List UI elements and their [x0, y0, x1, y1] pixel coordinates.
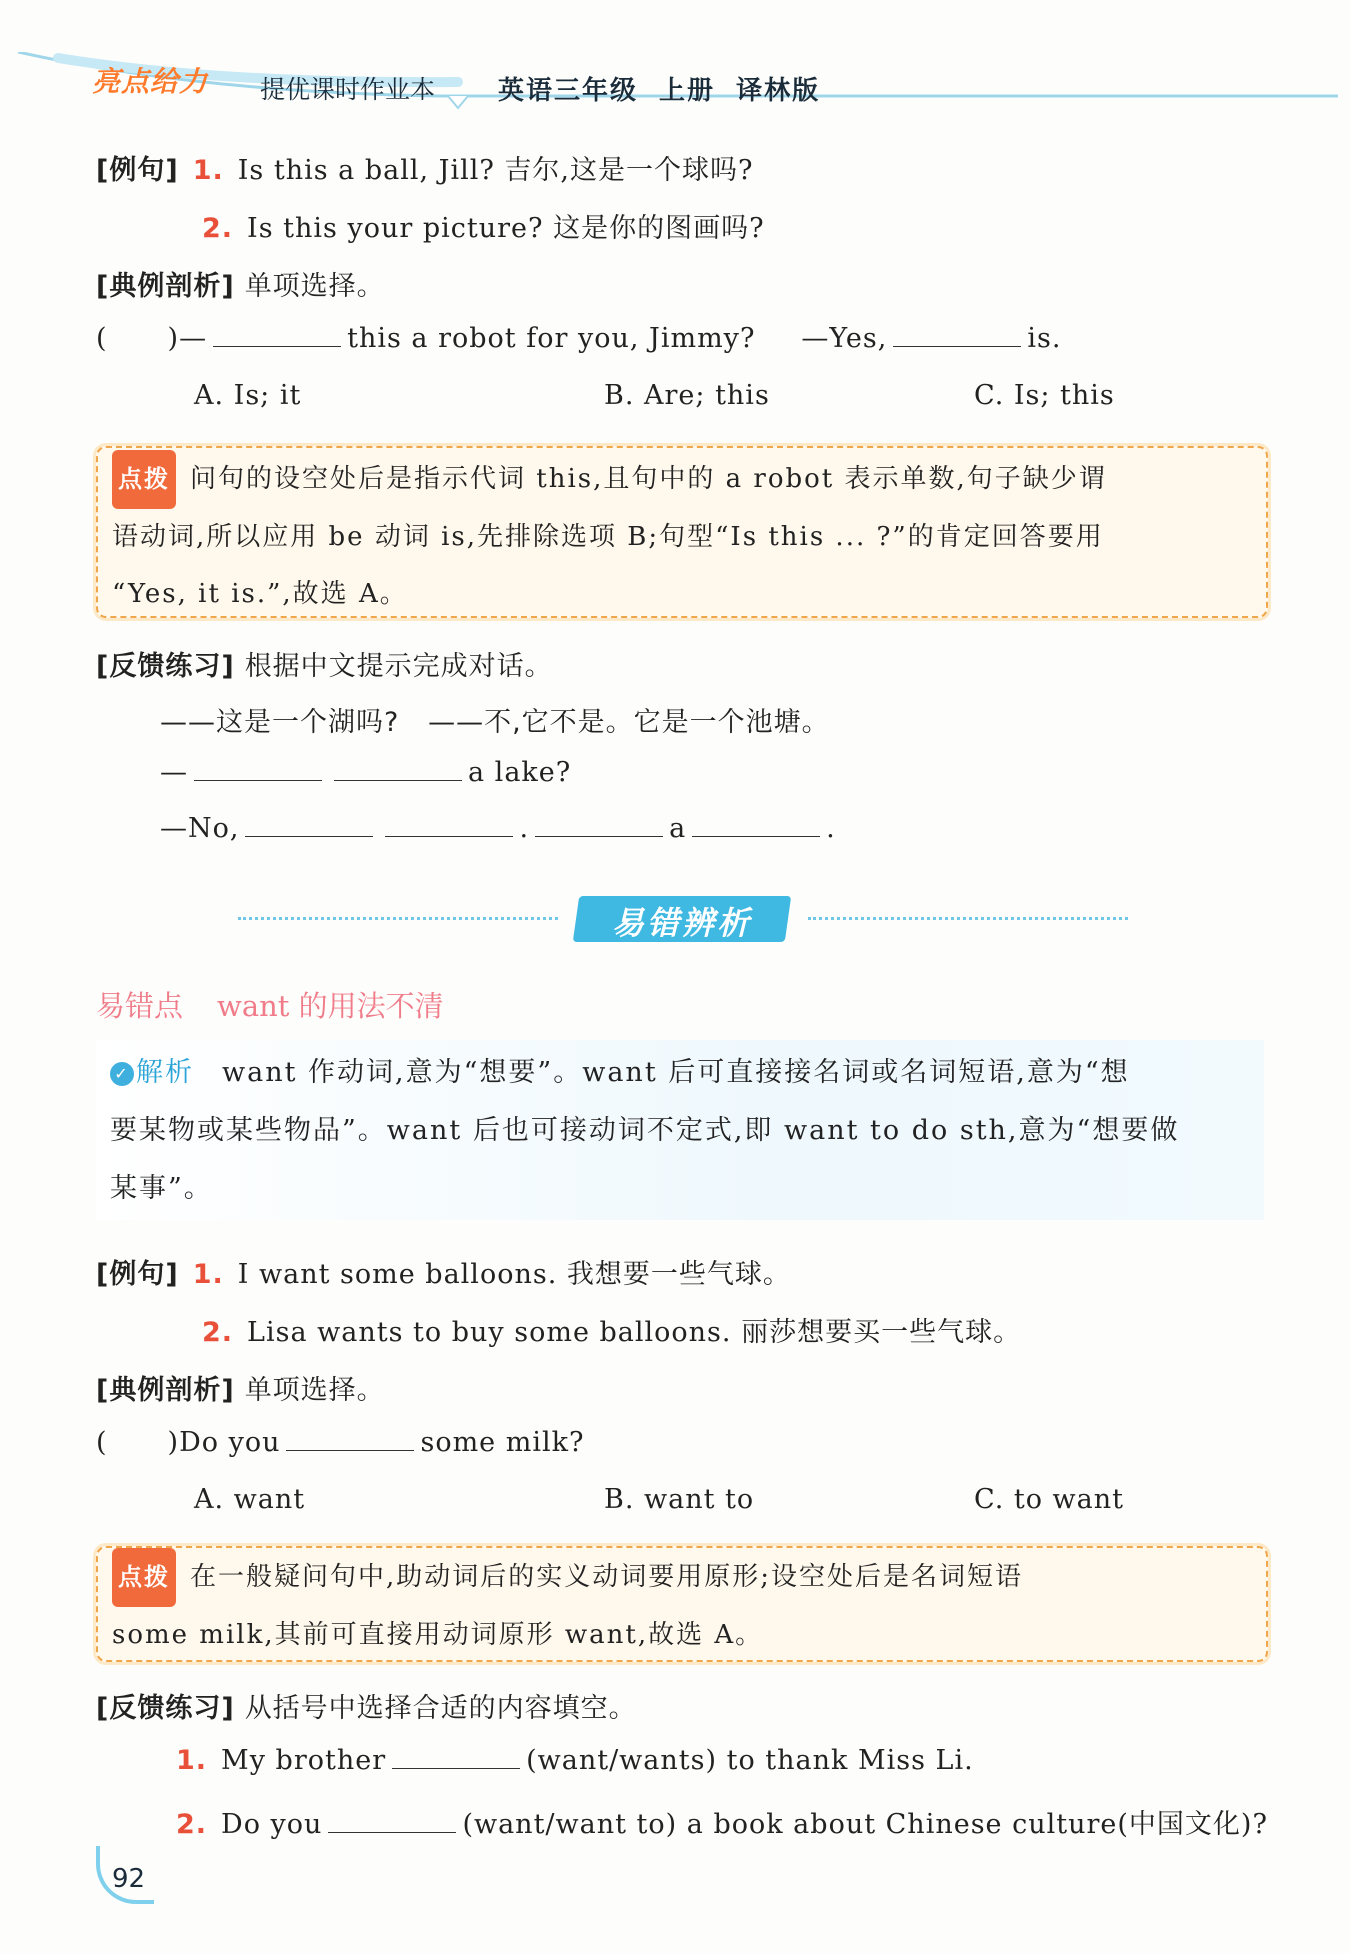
example-line-2: [202, 206, 765, 245]
answer-blank[interactable]: [194, 756, 322, 781]
item-text: (want/want to) a book about Chinese culture(中国文化)?: [462, 1809, 1268, 1840]
item-num: 1.: [176, 1745, 208, 1776]
example-text: Lisa wants to buy some balloons. 丽莎想要买一些气球。: [247, 1317, 1022, 1348]
example-label: [例句]: [96, 155, 179, 186]
example-num: 2.: [202, 1317, 234, 1348]
question-suffix: a lake?: [468, 757, 572, 788]
example-text: Is this your picture? 这是你的图画吗?: [247, 213, 765, 244]
answer-no: —No,: [160, 813, 240, 844]
practice-label: [反馈练习]: [96, 1693, 235, 1724]
section-title: 易错辨析: [611, 904, 752, 942]
example-text: Is this a ball, Jill? 吉尔,这是一个球吗?: [237, 155, 754, 186]
header-grade: 英语三年级 上册 译林版: [498, 76, 821, 106]
tip-line-2: some milk,其前可直接用动词原形 want,故选 A。: [112, 1620, 764, 1650]
item-text: My brother: [221, 1745, 387, 1776]
tip-line-1: [112, 450, 1252, 509]
analysis-line-text: want 作动词,意为“想要”。want 后可直接接名词或名词短语,意为“想: [222, 1057, 1130, 1088]
tip-line-3: “Yes, it is.”,故选 A。: [112, 579, 408, 609]
tip-badge: 点拨: [112, 1548, 176, 1607]
answer-yes: —Yes,: [801, 323, 888, 354]
item-text: Do you: [221, 1809, 323, 1840]
option-a: A. want: [194, 1484, 306, 1515]
example-label: [例句]: [96, 1259, 179, 1290]
practice-label: [反馈练习]: [96, 651, 235, 682]
item-text: (want/wants) to thank Miss Li.: [526, 1745, 974, 1776]
tip-line-2: 语动词,所以应用 be 动词 is,先排除选项 B;句型“Is this ... ?”的肯定回答要用: [112, 522, 1104, 552]
period: .: [826, 813, 836, 844]
example-num: 2.: [202, 213, 234, 244]
analysis-line-1: [110, 1044, 1260, 1102]
answer-blank[interactable]: [328, 1808, 456, 1833]
question-text: some milk?: [420, 1427, 585, 1458]
analysis-instruction: 单项选择。: [244, 271, 385, 302]
answer-is: is.: [1027, 323, 1062, 354]
analysis-instruction: 单项选择。: [244, 1375, 385, 1406]
article-a: a: [669, 813, 687, 844]
option-a: A. Is; it: [194, 380, 302, 411]
analysis-heading-2: [96, 1368, 385, 1407]
example-text: I want some balloons. 我想要一些气球。: [237, 1259, 791, 1290]
period: .: [519, 813, 530, 844]
answer-blank[interactable]: [286, 1426, 414, 1451]
answer-blank[interactable]: [245, 812, 373, 837]
divider-right: [808, 917, 1128, 920]
example-line-1: [96, 148, 754, 187]
practice-item-2: [176, 1802, 1268, 1841]
header-subtitle: 提优课时作业本: [260, 75, 436, 104]
analysis-line-2: 要某物或某些物品”。want 后也可接动词不定式,即 want to do sth,意为“想要做: [110, 1115, 1180, 1146]
answer-blank[interactable]: [893, 322, 1021, 347]
answer-paren: (: [96, 323, 108, 354]
analysis-heading: [96, 264, 385, 303]
option-b: B. want to: [604, 1484, 755, 1515]
example-num: 1.: [192, 155, 224, 186]
error-point-heading: [96, 984, 444, 1025]
analysis-label: 解析: [136, 1057, 194, 1088]
example-line-4: [202, 1310, 1021, 1349]
practice-cn-prompt: ——这是一个湖吗? ——不,它不是。它是一个池塘。: [160, 707, 830, 738]
tip-box: [96, 1546, 1268, 1662]
tip-text: 在一般疑问句中,助动词后的实义动词要用原形;设空处后是名词短语: [190, 1562, 1024, 1592]
page-number: 92: [112, 1864, 146, 1894]
answer-blank[interactable]: [392, 1744, 520, 1769]
analysis-text: [110, 1044, 1260, 1218]
analysis-line-3: 某事”。: [110, 1173, 213, 1204]
tip-line-1: [112, 1548, 1252, 1607]
question-line-2: [96, 1426, 584, 1458]
answer-paren: (: [96, 1427, 108, 1458]
example-line-3: [96, 1252, 791, 1291]
answer-blank[interactable]: [535, 812, 663, 837]
example-num: 1.: [192, 1259, 224, 1290]
error-point-label: 易错点: [96, 989, 184, 1023]
practice-heading-2: [96, 1686, 637, 1725]
answer-blank[interactable]: [334, 756, 462, 781]
analysis-label: [典例剖析]: [96, 271, 235, 302]
item-num: 2.: [176, 1809, 208, 1840]
tip-badge: 点拨: [112, 450, 176, 509]
question-dash: )—: [167, 323, 208, 354]
tip-text: 问句的设空处后是指示代词 this,且句中的 a robot 表示单数,句子缺少谓: [190, 464, 1107, 494]
practice-heading: [96, 644, 553, 683]
practice-item-1: [176, 1744, 974, 1776]
practice-instruction: 从括号中选择合适的内容填空。: [244, 1693, 637, 1724]
answer-blank[interactable]: [385, 812, 513, 837]
option-c: C. to want: [974, 1484, 1124, 1515]
practice-instruction: 根据中文提示完成对话。: [244, 651, 553, 682]
answer-blank[interactable]: [692, 812, 820, 837]
option-c: C. Is; this: [974, 380, 1115, 411]
question-line: [96, 322, 1061, 354]
question-text: this a robot for you, Jimmy?: [347, 323, 756, 354]
question-text: )Do you: [167, 1427, 281, 1458]
answer-blank[interactable]: [213, 322, 341, 347]
dash: —: [160, 757, 188, 788]
tip-box: [96, 446, 1268, 618]
divider-left: [238, 917, 558, 920]
brand-logo-text: 亮点给力: [92, 65, 209, 98]
error-point-title: want 的用法不清: [217, 989, 444, 1023]
practice-answer: [160, 812, 836, 844]
practice-question: [160, 756, 571, 788]
option-b: B. Are; this: [604, 380, 770, 411]
analysis-label: [典例剖析]: [96, 1375, 235, 1406]
pencil-check-icon: ✓: [110, 1062, 134, 1086]
